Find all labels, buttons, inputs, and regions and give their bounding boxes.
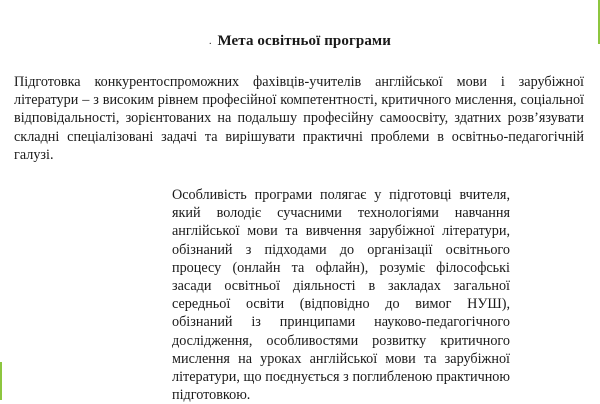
title-block xyxy=(0,32,600,50)
goal-paragraph: Підготовка конкурентоспроможних фахівців-учителів англійської мови і зарубіжної літератури – з високим рівнем професійної компетентності, критичного мислення, соціальної відповідальності, зорієнтованих на подальшу професійну самоосвіту, здатних розв’язувати складні спеціалізовані задачі та вирішувати практичні проблеми в освітньо-педагогічній галузі. xyxy=(14,74,584,163)
corner-accent-line xyxy=(0,362,2,400)
page-title: Мета освітньої програми xyxy=(217,33,391,49)
title-marker: . xyxy=(208,36,212,47)
feature-paragraph: Особливість програми полягає у підготовці вчителя, який володіє сучасними технологіями навчання англійської мови та вивчення зарубіжної літератури, обізнаний з підходами до організації освітнього процесу (онлайн та офлайн), розуміє філософські засади освітньої діяльності в закладах загальної середньої освіти (відповідно до вимог НУШ), обізнаний із принципами науково-педагогічного дослідження, особливостями розвитку критичного мислення на уроках англійської мови та зарубіжної літератури, що поєднується з поглибленою практичною підготовкою. xyxy=(172,187,510,404)
